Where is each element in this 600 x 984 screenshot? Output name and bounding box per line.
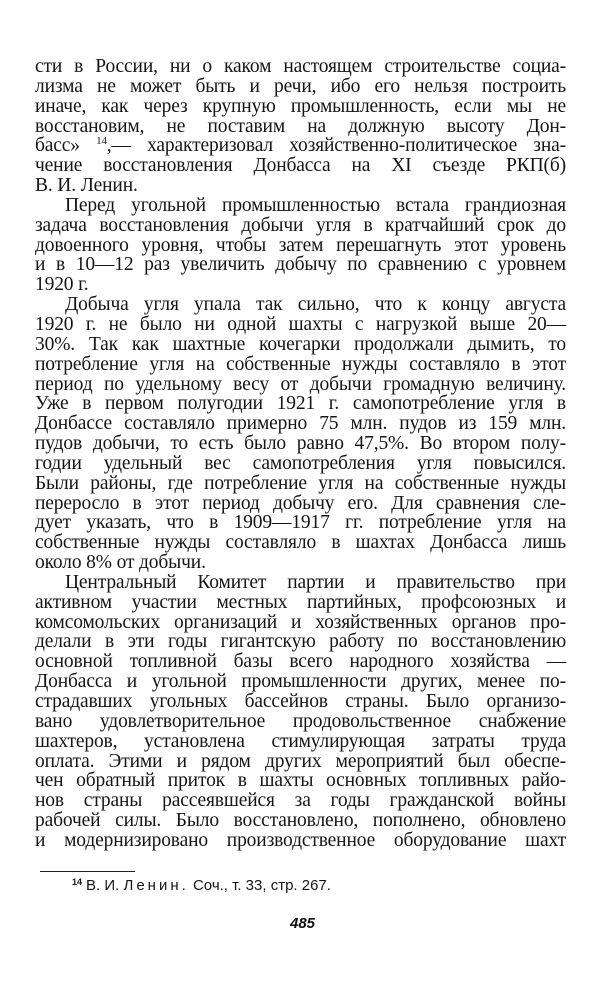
- paragraph-first-line: Перед угольной промышленностью встала грандиозная: [65, 194, 566, 216]
- paragraph-first-line: Добыча угля упала так сильно, что к концу августа: [65, 294, 566, 316]
- text-line: делали в эти годы гигантскую работу по восстановлению: [35, 631, 566, 653]
- text-line: В. И. Ленин.: [35, 175, 138, 197]
- text-line: чен обратный приток в шахты основных топливных райо-: [35, 770, 566, 792]
- text-line: дует указать, что в 1909—1917 гг. потребление угля на: [35, 512, 566, 534]
- text-line: переросло в этот период добычу его. Для сравнения сле-: [35, 492, 566, 514]
- text-line: Донбассе составляло примерно 75 млн. пудов из 159 млн.: [35, 413, 566, 435]
- text-line: собственные нужды составляло в шахтах Донбасса лишь: [35, 532, 566, 554]
- text-line: 30%. Так как шахтные кочегарки продолжали дымить, то: [35, 333, 566, 355]
- text-line: сти в России, ни о каком настоящем строительстве социа-: [35, 56, 566, 77]
- text-line: чение восстановления Донбасса на XI съезде РКП(б): [35, 155, 566, 177]
- text-line: 1920 г. не было ни одной шахты с нагрузкой выше 20—: [35, 313, 566, 335]
- page-number: 485: [290, 915, 316, 932]
- text-line: комсомольских организаций и хозяйственных органов про-: [35, 611, 566, 633]
- text-line: Были районы, где потребление угля на собственные нужды: [35, 472, 566, 494]
- footnote-number: 14: [72, 877, 83, 887]
- text-line: пудов добычи, то есть было равно 47,5%. Во втором полу-: [35, 433, 566, 455]
- text-line: восстановим, не поставим на должную высоту Дон-: [35, 115, 566, 137]
- text-line: рабочей силы. Было восстановлено, пополнено, обновлено: [35, 810, 566, 832]
- footnote-author-initials: В. И.: [86, 877, 120, 894]
- footnote-divider: [40, 871, 135, 872]
- text-line: основной топливной базы всего народного хозяйства —: [35, 651, 566, 673]
- text-line: лизма не может быть и речи, ибо его нельзя построить: [35, 75, 566, 97]
- footnote-author-surname: Ленин.: [123, 877, 189, 894]
- text-line: иначе, как через крупную промышленность, если мы не: [35, 95, 566, 117]
- text-line-with-footnote-ref: [35, 136, 566, 156]
- text-line: Уже в первом полугодии 1921 г. самопотребление угля в: [35, 393, 566, 415]
- footnote-reference-text: Соч., т. 33, стр. 267.: [192, 877, 331, 894]
- text-line: около 8% от добычи.: [35, 552, 206, 574]
- text-line: Донбасса и угольной промышленности других, менее по-: [35, 671, 566, 693]
- text-line: 1920 г.: [35, 274, 89, 296]
- text-line: потребление угля на собственные нужды составляло в этот: [35, 353, 566, 375]
- body-text: [35, 57, 566, 851]
- text-line: задача восстановления добычи угля в кратчайший срок до: [35, 214, 566, 236]
- text-line: годии удельный вес самопотребления угля повысился.: [35, 452, 566, 474]
- footnote-reference[interactable]: 14: [96, 135, 107, 148]
- text-line: период по удельному весу от добычи громадную величину.: [35, 373, 566, 395]
- text-line: нов страны рассеявшейся за годы гражданской войны: [35, 790, 566, 812]
- text-fragment: басс»: [35, 135, 80, 157]
- footnote: [72, 876, 331, 896]
- text-line: шахтеров, установлена стимулирующая затраты труда: [35, 730, 566, 752]
- text-line: активном участии местных партийных, профсоюзных и: [35, 591, 566, 613]
- text-line: довоенного уровня, чтобы затем перешагнуть этот уровень: [35, 234, 566, 256]
- text-line: и модернизировано производственное оборудование шахт: [35, 829, 566, 851]
- paragraph-first-line: Центральный Комитет партии и правительство при: [65, 571, 566, 593]
- text-line: оплата. Этими и рядом других мероприятий был обеспе-: [35, 750, 566, 772]
- text-line: страдавших угольных бассейнов страны. Было организо-: [35, 691, 566, 712]
- text-fragment: ,— характеризовал хозяйственно-политическое зна-: [106, 135, 566, 157]
- text-line: вано удовлетворительное продовольственное снабжение: [35, 710, 566, 732]
- text-line: и в 10—12 раз увеличить добычу по сравнению с уровнем: [35, 254, 566, 276]
